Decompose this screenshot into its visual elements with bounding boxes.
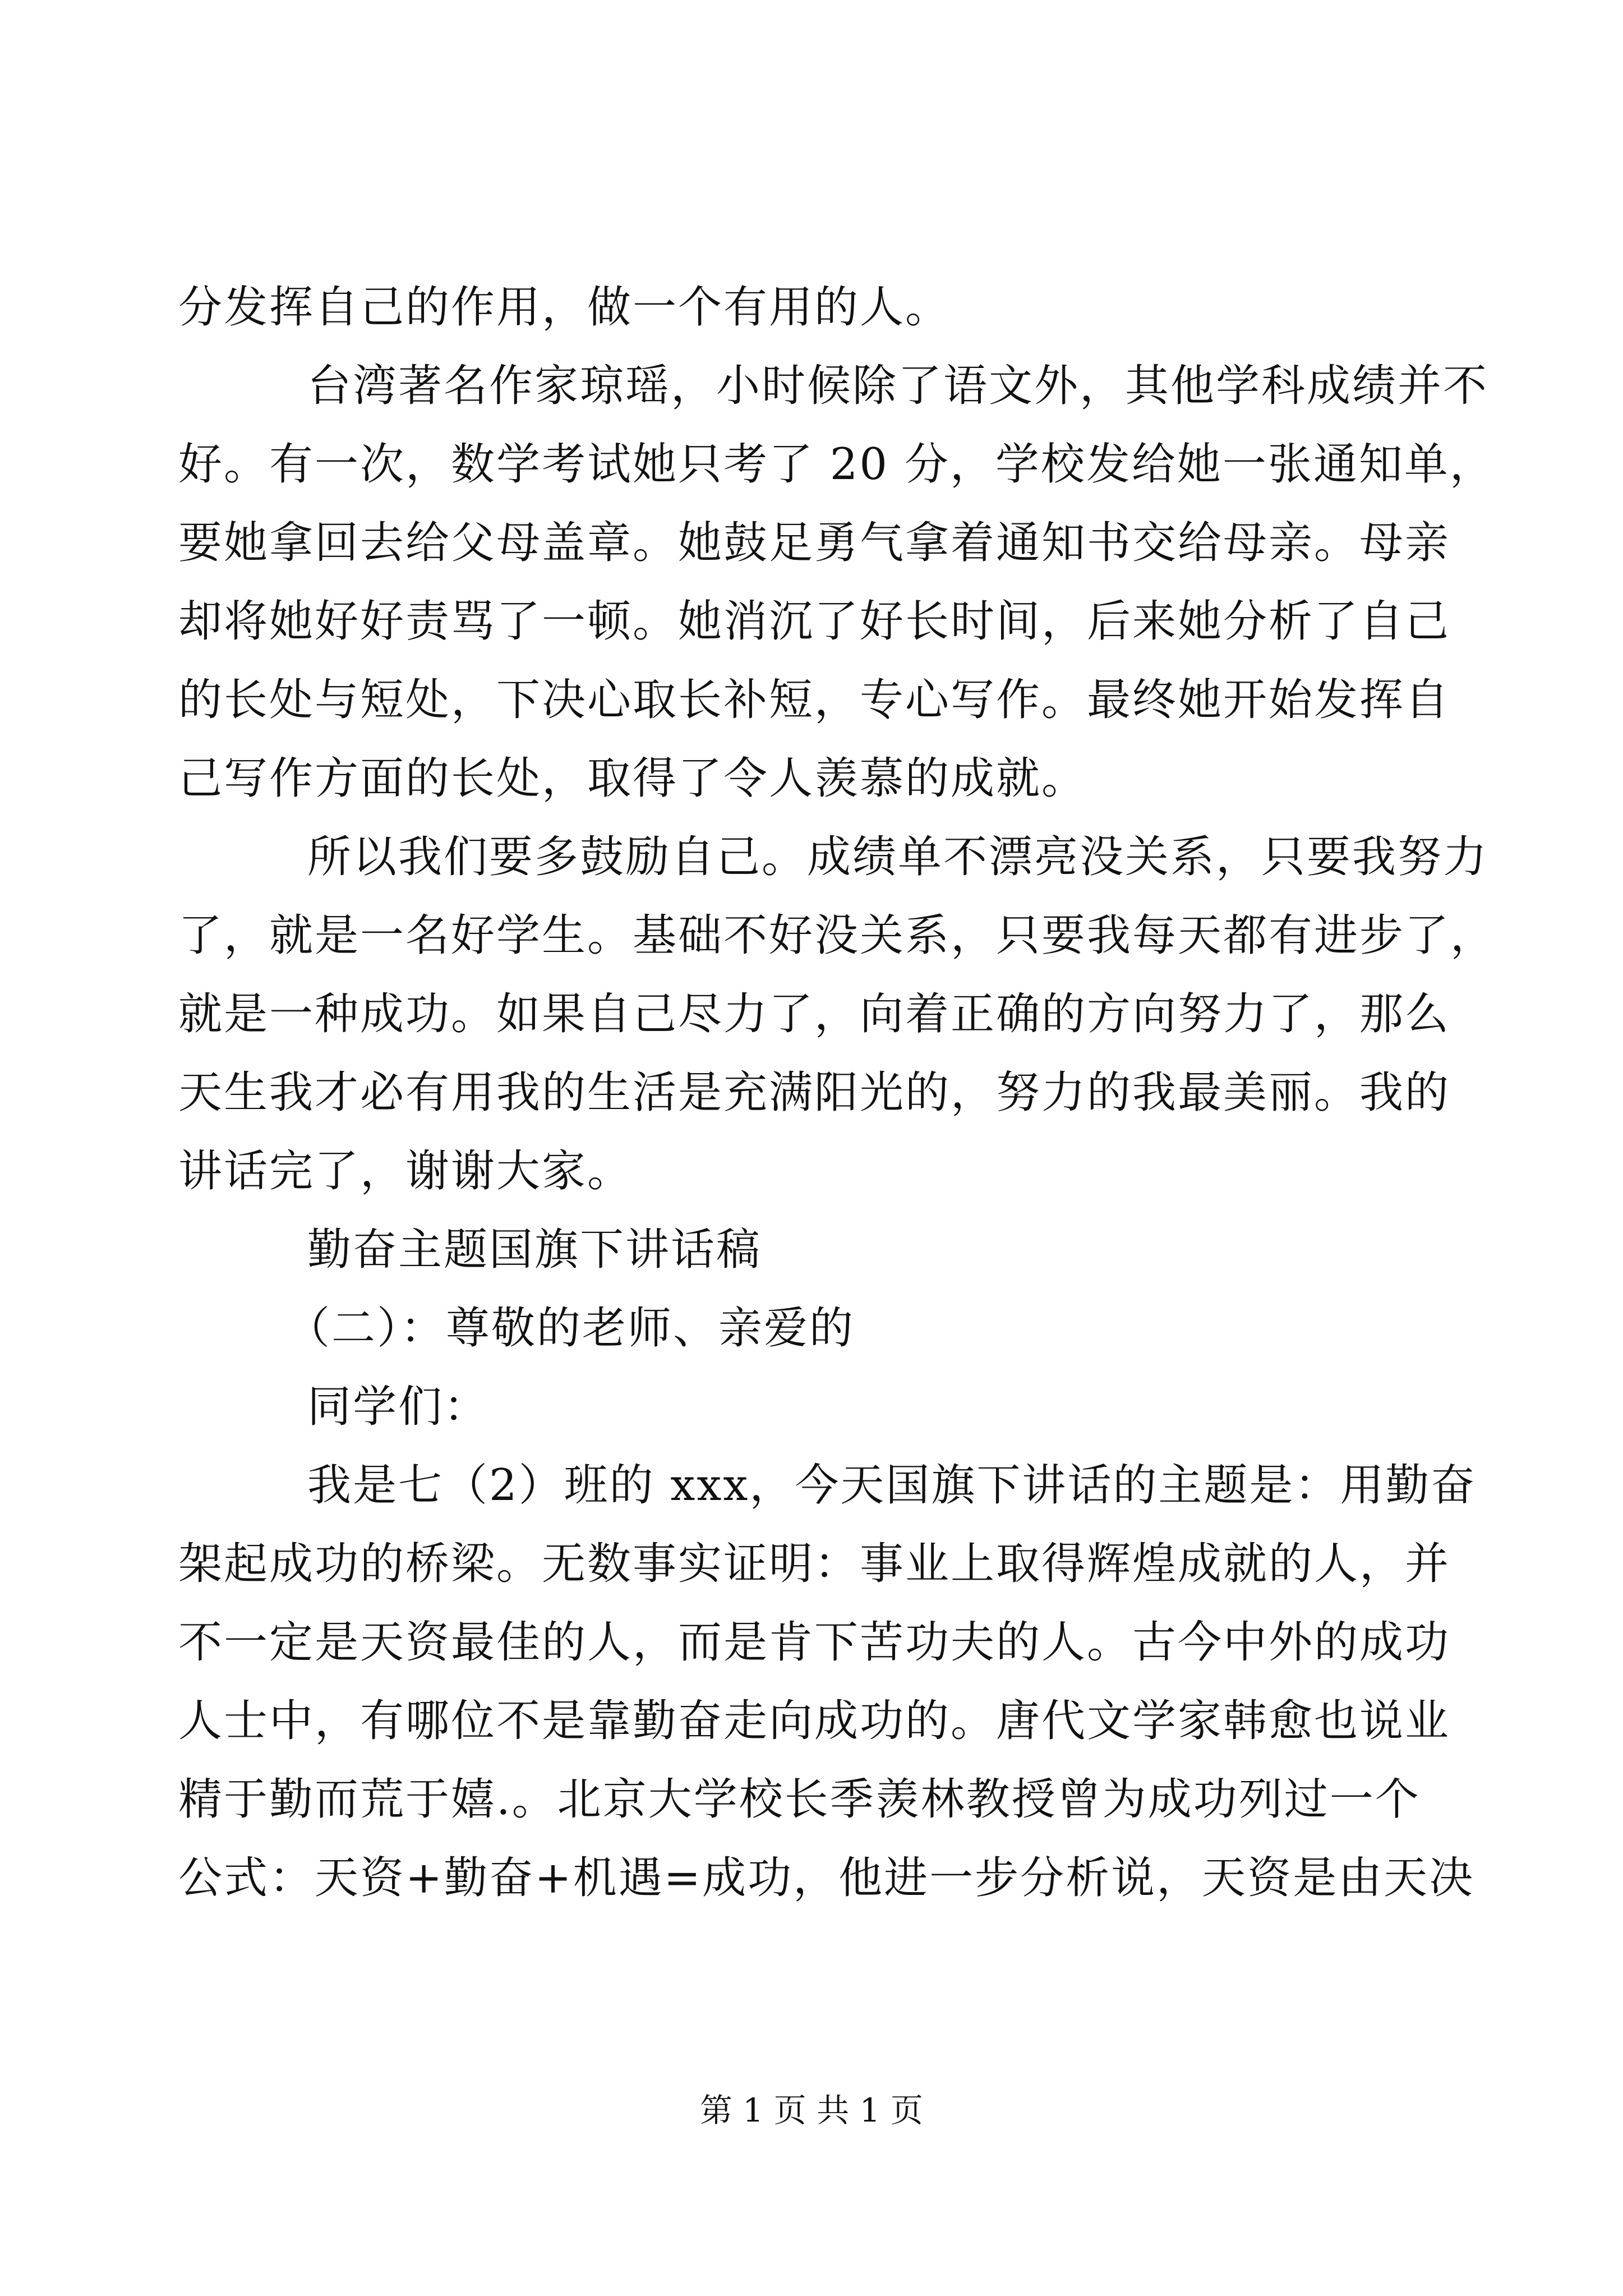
text-line: 分发挥自己的作用，做一个有用的人。: [178, 282, 951, 333]
text-line: 就是一种成功。如果自己尽力了，向着正确的方向努力了，那么: [178, 989, 1451, 1039]
text-line: 台湾著名作家琼瑶，小时候除了语文外，其他学科成绩并不: [307, 361, 1489, 411]
text-line: 天生我才必有用我的生活是充满阳光的，努力的我最美丽。我的: [178, 1068, 1451, 1118]
text-line: 己写作方面的长处，取得了令人羡慕的成就。: [178, 753, 1087, 804]
text-line: 好。有一次，数学考试她只考了 20 分，学校发给她一张通知单，: [178, 439, 1495, 490]
text-line: 要她拿回去给父母盖章。她鼓足勇气拿着通知书交给母亲。母亲: [178, 518, 1451, 568]
text-line: 人士中，有哪位不是靠勤奋走向成功的。唐代文学家韩愈也说业: [178, 1696, 1451, 1746]
text-line: 我是七（2）班的 xxx，今天国旗下讲话的主题是：用勤奋: [307, 1460, 1477, 1511]
page-number-footer: 第 1 页 共 1 页: [700, 2091, 923, 2129]
text-line: 同学们：: [307, 1382, 490, 1432]
text-line: 不一定是天资最佳的人，而是肯下苦功夫的人。古今中外的成功: [178, 1617, 1451, 1668]
text-line: （二）：尊敬的老师、亲爱的: [286, 1303, 855, 1354]
text-line: 却将她好好责骂了一顿。她消沉了好长时间，后来她分析了自己: [178, 596, 1451, 647]
text-line: 讲话完了，谢谢大家。: [178, 1146, 633, 1197]
text-line: 了，就是一名好学生。基础不好没关系，只要我每天都有进步了，: [178, 910, 1496, 961]
section-heading: 勤奋主题国旗下讲话稿: [307, 1225, 762, 1275]
text-line: 精于勤而荒于嬉.。北京大学校长季羡林教授曾为成功列过一个: [178, 1774, 1421, 1825]
text-line: 架起成功的桥梁。无数事实证明：事业上取得辉煌成就的人，并: [178, 1539, 1451, 1589]
text-line: 的长处与短处，下决心取长补短，专心写作。最终她开始发挥自: [178, 675, 1451, 725]
text-line: 公式：天资+勤奋+机遇=成功，他进一步分析说，天资是由天决: [178, 1853, 1475, 1903]
text-line: 所以我们要多鼓励自己。成绩单不漂亮没关系，只要我努力: [307, 832, 1489, 882]
